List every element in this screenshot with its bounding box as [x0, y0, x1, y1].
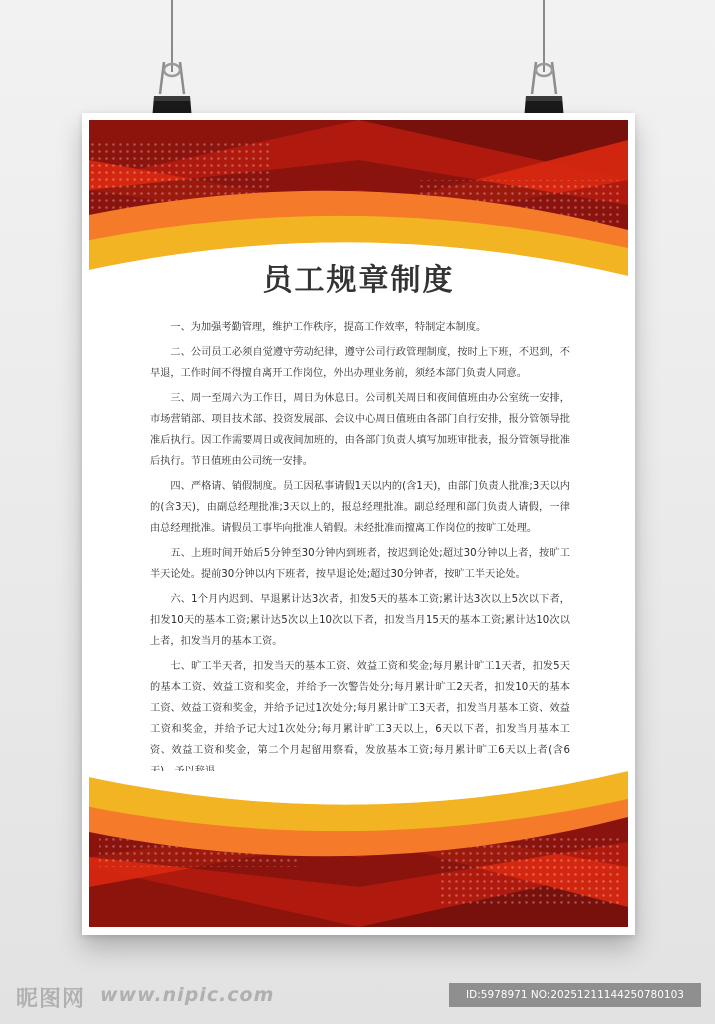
rule-paragraph: 六、1个月内迟到、早退累计达3次者，扣发5天的基本工资;累计达3次以上5次以下者，扣发10天的基本工资;累计达5次以上10次以下者，扣发当月15天的基本工资;累计达10次以上者，扣发当月的基本工资。 [150, 594, 570, 647]
rule-paragraph: 四、严格请、销假制度。员工因私事请假1天以内的(含1天)，由部门负责人批准;3天以内的(含3天)，由副总经理批准;3天以上的，报总经理批准。副总经理和部门负责人请假，一律由总经理批准。请假员工事毕向批准人销假。未经批准而擅离工作岗位的按旷工处理。 [150, 481, 570, 534]
watermark-url: www.nipic.com [100, 984, 275, 1006]
rule-paragraph: 七、旷工半天者，扣发当天的基本工资、效益工资和奖金;每月累计旷工1天者，扣发5天的基本工资、效益工资和奖金，并给予一次警告处分;每月累计旷工2天者，扣发10天的基本工资、效益工资和奖金，并给予记过1次处分;每月累计旷工3天者，扣发当月基本工资、效益工资和奖金，并给予记大过1次处分;每月累计旷工3天以上，6天以下者，扣发当月基本工资、效益工资和奖金，第二个月起留用察看，发放基本工资;每月累计旷工6天以上者(含6 [150, 661, 570, 756]
rule-paragraph: 一、为加强考勤管理，维护工作秩序，提高工作效率，特制定本制度。 [170, 322, 487, 333]
rule-paragraph: 二、公司员工必须自觉遵守劳动纪律，遵守公司行政管理制度，按时上下班，不迟到，不早退，工作时间不得擅自离开工作岗位，外出办理业务前，须经本部门负责人同意。 [150, 347, 570, 379]
decorative-footer-band [89, 771, 628, 927]
rules-body [150, 317, 570, 786]
watermark-id-badge: ID:5978971 NO:20251211144250780103 [449, 983, 701, 1007]
rule-paragraph: 五、上班时间开始后5分钟至30分钟内到班者，按迟到论处;超过30分钟以上者，按旷工半天论处。提前30分钟以内下班者，按早退论处;超过30分钟者，按旷工半天论处。 [150, 548, 570, 580]
rule-paragraph: 三、周一至周六为工作日，周日为休息日。公司机关周日和夜间值班由办公室统一安排，市场营销部、项目技术部、投资发展部、会议中心周日值班由各部门自行安排，报分管领导批准后执行。因工作需要周日或夜间加班的，由各部门负责人填写加班审批表，报分管领导批准后执行。节日值班由公司统一安排。 [150, 393, 570, 467]
poster [82, 113, 635, 935]
watermark-logo: 昵图网 [16, 986, 86, 1012]
watermark-bar [0, 978, 715, 1016]
decorative-header-band [89, 120, 628, 276]
page-title: 员工规章制度 [262, 263, 455, 298]
